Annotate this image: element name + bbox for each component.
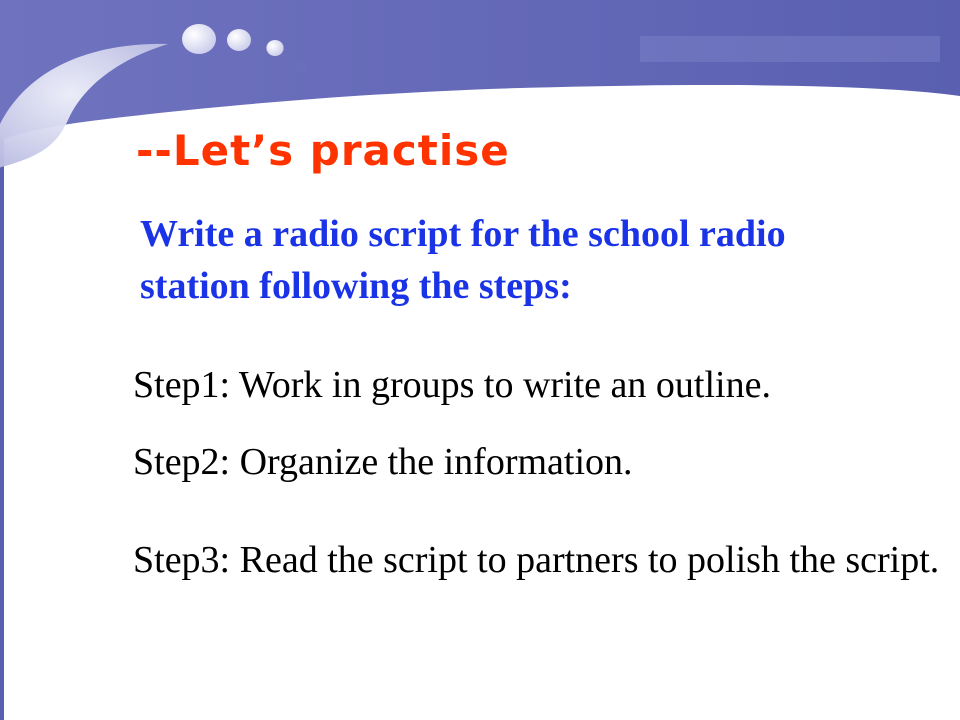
instructions-text: Write a radio script for the school radio station following the steps:: [140, 213, 786, 307]
bubble-medium: [227, 29, 251, 51]
step-2-text: Step2: Organize the information.: [133, 441, 633, 483]
slide-heading: --Let’s practise: [136, 126, 510, 175]
bubble-large: [182, 24, 216, 54]
step-1-text: Step1: Work in groups to write an outline.: [133, 364, 771, 406]
bubble-dot: [296, 62, 306, 72]
band-shimmer: [640, 36, 940, 62]
top-band: [0, 0, 960, 140]
step-3-text: Step3: Read the script to partners to polish the script.: [133, 539, 940, 581]
